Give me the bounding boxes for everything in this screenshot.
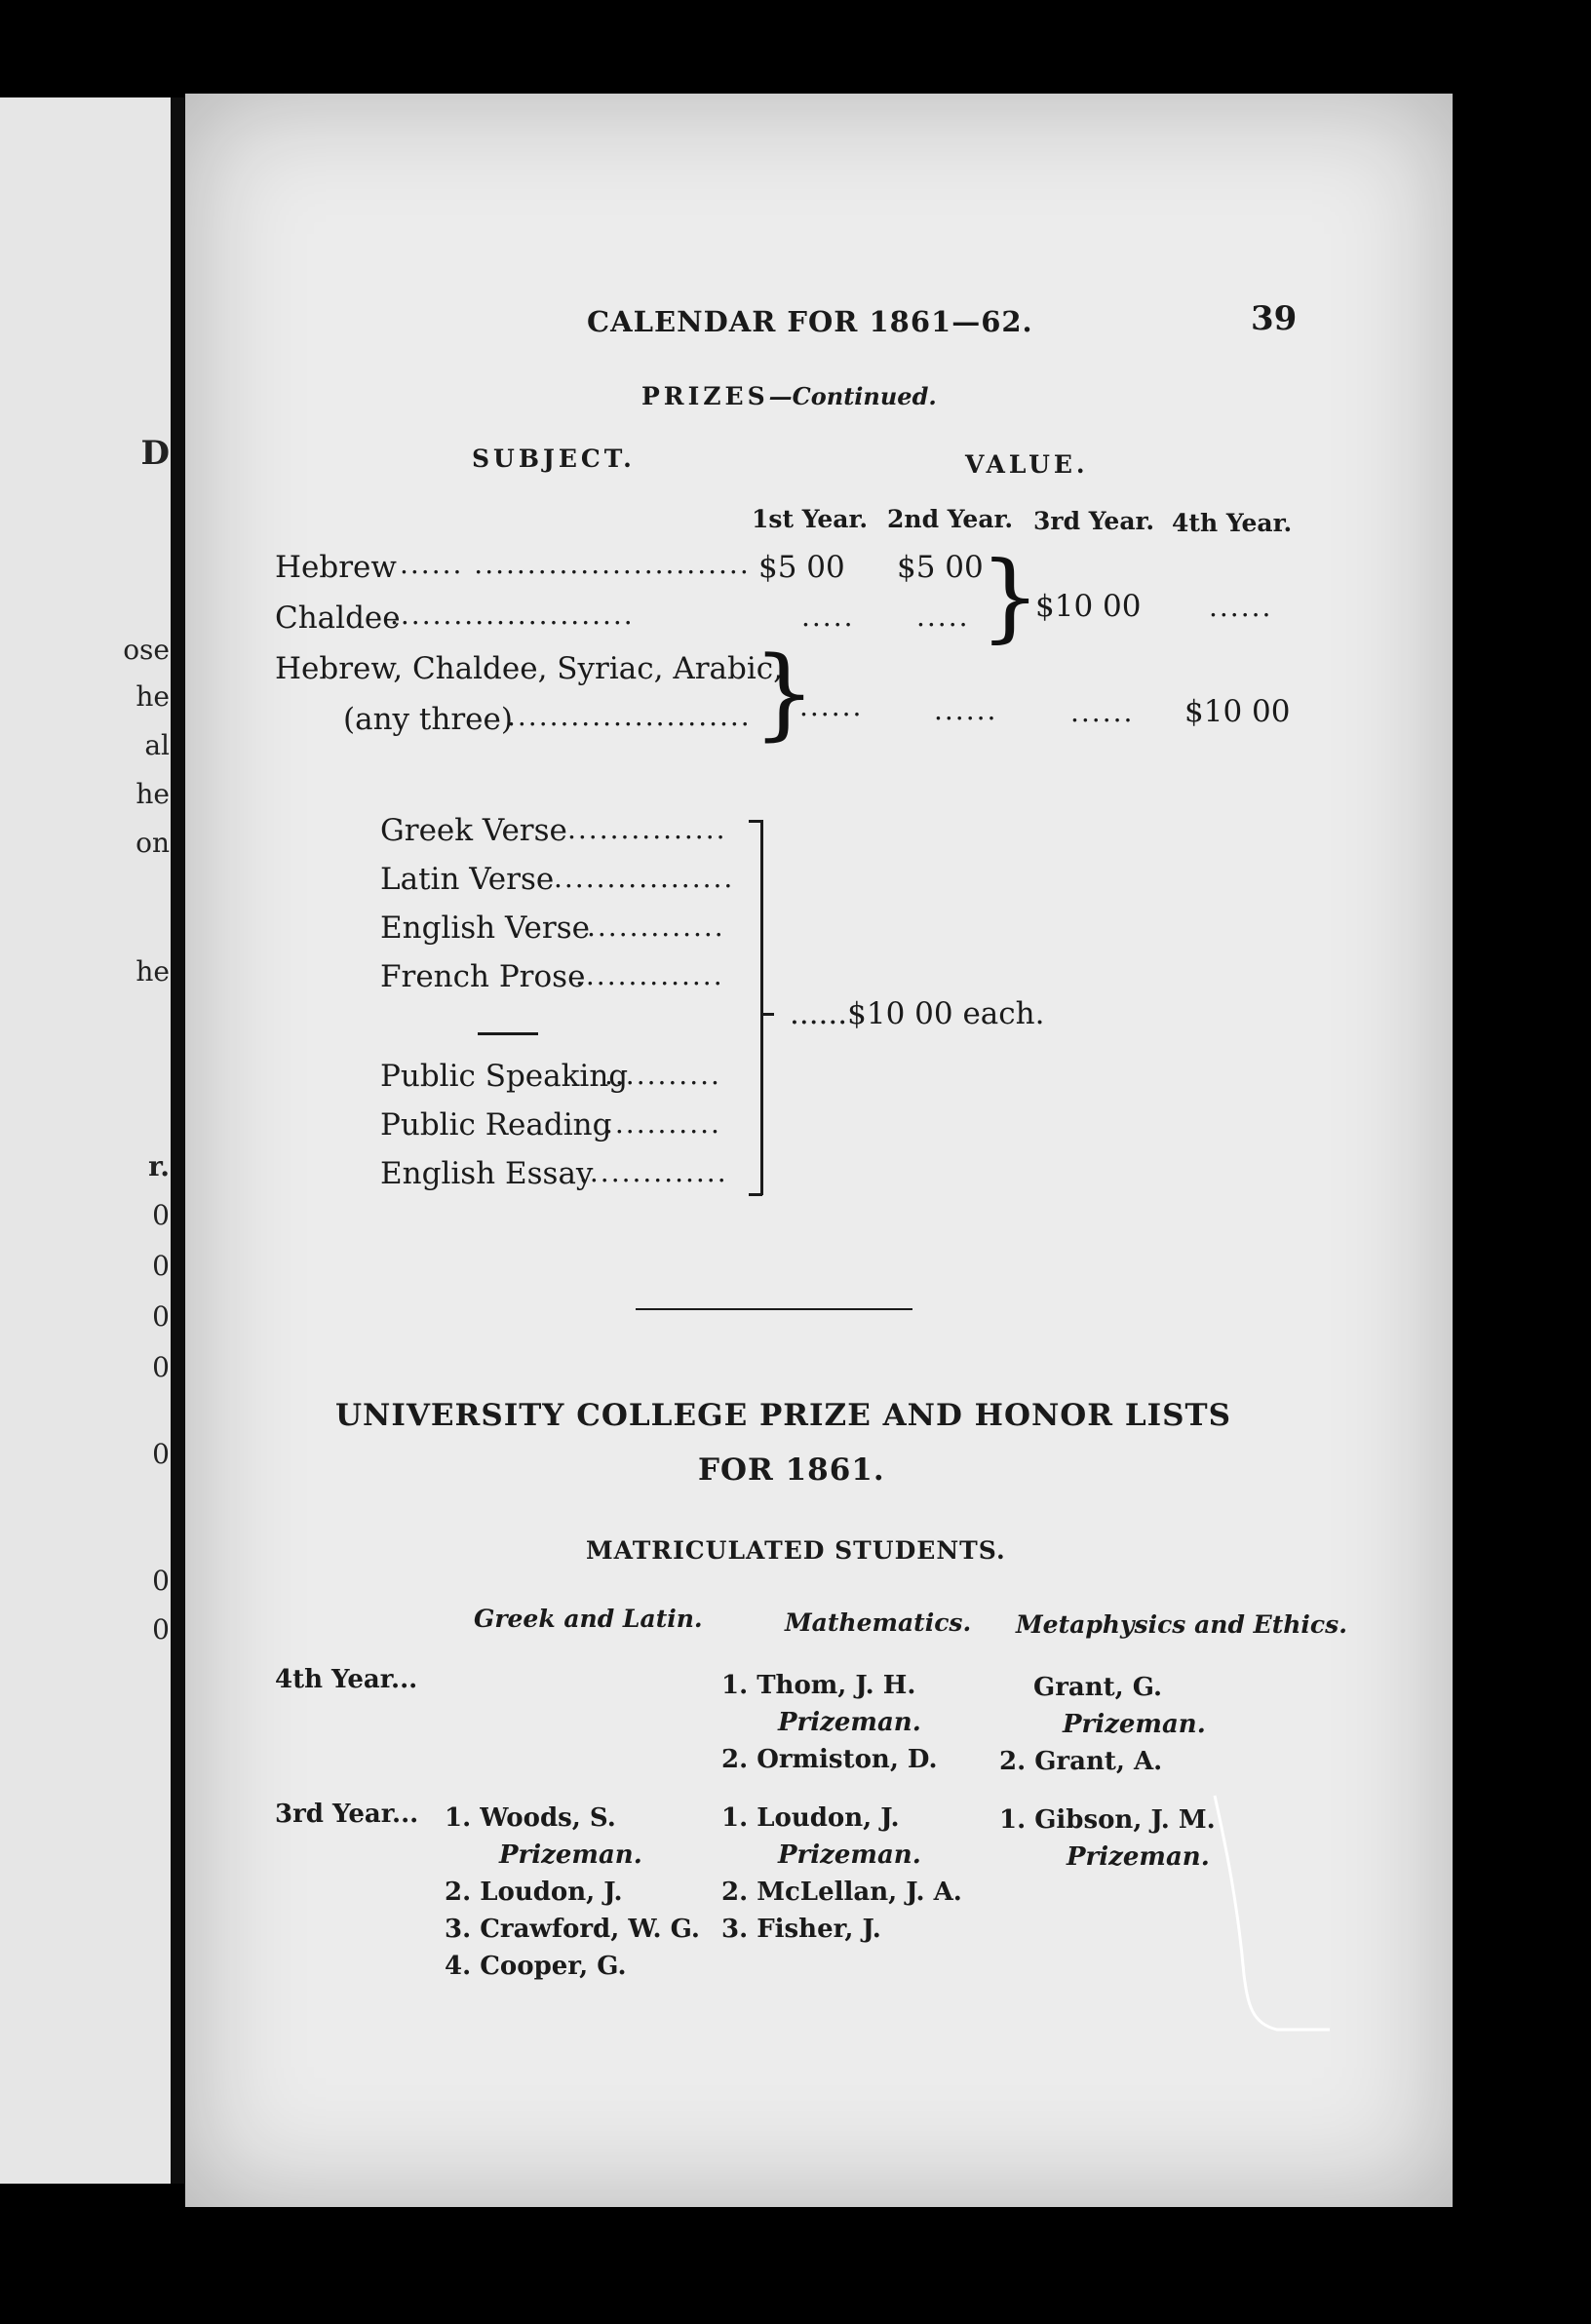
- section-dash: [478, 1032, 538, 1035]
- prizes-title-suffix: —Continued.: [768, 382, 937, 410]
- left-fragment: r.: [148, 1150, 170, 1182]
- left-fragment: he: [136, 955, 170, 988]
- honor-list-title: UNIVERSITY COLLEGE PRIZE AND HONOR LISTS: [335, 1398, 1232, 1433]
- group-bracket-top: [749, 820, 762, 823]
- leader-dots: .............: [587, 910, 725, 943]
- year-label-4th: 4th Year...: [275, 1665, 418, 1694]
- honor-entry: 4. Cooper, G.: [445, 1952, 627, 1981]
- honor-list-subtitle: MATRICULATED STUDENTS.: [586, 1536, 1006, 1565]
- leader-dots: ...... ..........................: [400, 548, 751, 580]
- group-item: Public Speaking: [380, 1059, 629, 1094]
- prizeman-note: Prizeman.: [778, 1840, 921, 1870]
- left-fragment: he: [136, 680, 170, 713]
- honor-entry: Grant, G.: [1033, 1673, 1163, 1702]
- left-fragment: he: [136, 778, 170, 810]
- group-value: ......$10 00 each.: [790, 996, 1045, 1031]
- prizeman-note: Prizeman.: [1067, 1842, 1210, 1872]
- honor-entry: 3. Crawford, W. G.: [445, 1915, 700, 1944]
- combined-value-3rd: ......: [1070, 696, 1135, 728]
- honor-entry: 1. Thom, J. H.: [721, 1671, 916, 1700]
- year-heading: 2nd Year.: [887, 505, 1014, 533]
- group-bracket-point: [762, 1013, 774, 1016]
- left-fragment: 0: [152, 1250, 170, 1282]
- left-fragment: 0: [152, 1300, 170, 1333]
- honor-list-year: FOR 1861.: [698, 1452, 885, 1488]
- group-item: Greek Verse: [380, 813, 567, 848]
- leader-dots: ...............: [567, 813, 727, 845]
- chaldee-value-4th: ......: [1209, 591, 1273, 623]
- combined-value-1st: ......: [799, 690, 864, 722]
- subject-heading: SUBJECT.: [472, 445, 636, 473]
- honor-entry: 2. McLellan, J. A.: [721, 1878, 962, 1907]
- honor-entry: 1. Woods, S.: [445, 1803, 616, 1833]
- honor-entry: 1. Gibson, J. M.: [999, 1805, 1216, 1835]
- running-title: CALENDAR FOR 1861—62.: [587, 305, 1033, 338]
- row-label-combined: Hebrew, Chaldee, Syriac, Arabic,: [275, 651, 783, 686]
- row-label-any-three: (any three): [343, 702, 513, 737]
- honor-entry: 3. Fisher, J.: [721, 1915, 881, 1944]
- group-item: English Essay: [380, 1156, 594, 1191]
- column-heading-greek: Greek and Latin.: [474, 1605, 703, 1633]
- column-heading-meta: Metaphysics and Ethics.: [1016, 1610, 1347, 1639]
- honor-entry: 1. Loudon, J.: [721, 1803, 900, 1833]
- book-gutter: [171, 97, 184, 2184]
- leader-dots: ...........: [604, 1059, 721, 1091]
- left-fragment: 0: [152, 1438, 170, 1470]
- leader-dots: .................: [554, 862, 735, 894]
- prizeman-note: Prizeman.: [778, 1708, 921, 1737]
- group-bracket-bottom: [749, 1193, 762, 1196]
- calendar-page: [185, 94, 1453, 2207]
- combined-value-4th: $10 00: [1184, 694, 1291, 729]
- honor-entry: 2. Ormiston, D.: [721, 1745, 938, 1774]
- left-fragment: D: [140, 434, 170, 473]
- value-heading: VALUE.: [965, 450, 1089, 479]
- leader-dots: .......................: [390, 599, 635, 631]
- pen-mark: [1209, 1790, 1336, 2053]
- hebrew-chaldee-3rd-value: $10 00: [1035, 589, 1142, 624]
- page-number: 39: [1251, 299, 1298, 338]
- leader-dots: ..............: [579, 1156, 728, 1188]
- brace-right: }: [753, 636, 816, 752]
- left-fragment: 0: [152, 1199, 170, 1231]
- year-heading: 4th Year.: [1172, 509, 1293, 537]
- honor-entry: 2. Loudon, J.: [445, 1878, 623, 1907]
- section-divider: [636, 1308, 912, 1310]
- leader-dots: ...........: [604, 1107, 721, 1140]
- combined-value-2nd: ......: [934, 694, 998, 726]
- group-item: Public Reading: [380, 1107, 612, 1143]
- prizeman-note: Prizeman.: [499, 1840, 642, 1870]
- chaldee-value-2nd: .....: [916, 600, 970, 633]
- hebrew-value-2nd: $5 00: [897, 550, 984, 585]
- row-label-chaldee: Chaldee: [275, 600, 401, 636]
- adjacent-page-strip: [0, 97, 177, 2184]
- year-heading: 1st Year.: [752, 505, 869, 533]
- prizeman-note: Prizeman.: [1063, 1710, 1206, 1739]
- honor-entry: 2. Grant, A.: [999, 1747, 1163, 1776]
- prizes-title: [641, 382, 937, 410]
- leader-dots: .......................: [507, 700, 752, 732]
- left-fragment: on: [136, 827, 170, 859]
- group-item: English Verse: [380, 910, 590, 946]
- chaldee-value-1st: .....: [801, 600, 855, 633]
- left-fragment: 0: [152, 1565, 170, 1597]
- left-fragment: al: [144, 729, 170, 761]
- column-heading-math: Mathematics.: [785, 1608, 972, 1637]
- row-label-hebrew: Hebrew: [275, 550, 397, 585]
- group-item: French Prose: [380, 959, 586, 994]
- leader-dots: ..............: [575, 959, 724, 991]
- left-fragment: 0: [152, 1613, 170, 1646]
- left-fragment: ose: [123, 634, 170, 666]
- brace-right: }: [980, 542, 1041, 653]
- left-fragment: 0: [152, 1351, 170, 1383]
- hebrew-value-1st: $5 00: [758, 550, 845, 585]
- group-bracket: [760, 820, 763, 1195]
- group-item: Latin Verse: [380, 862, 555, 897]
- prizes-title-text: PRIZES: [641, 382, 769, 410]
- year-label-3rd: 3rd Year...: [275, 1800, 419, 1829]
- year-heading: 3rd Year.: [1033, 507, 1155, 535]
